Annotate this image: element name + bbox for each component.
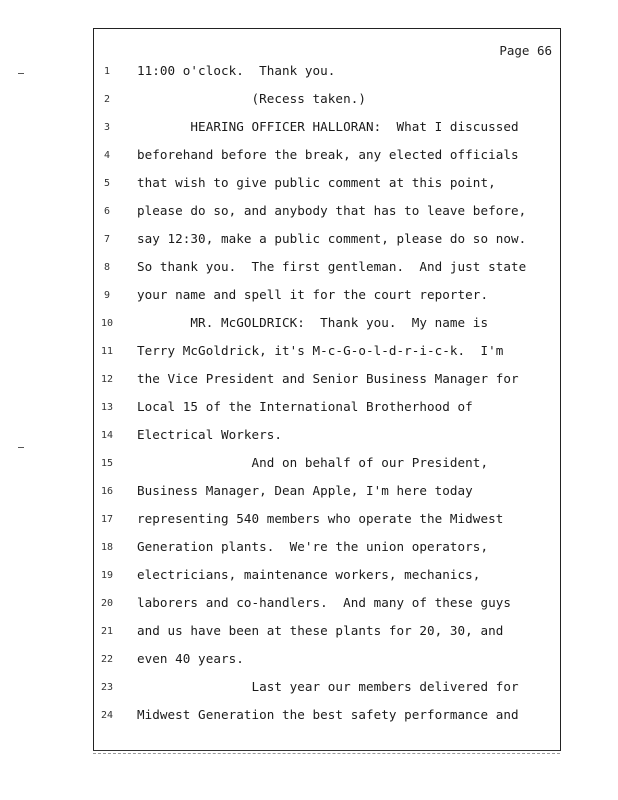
- line-text: your name and spell it for the court reporter.: [137, 287, 489, 302]
- line-number: 14: [100, 430, 114, 441]
- transcript-line: [0, 595, 618, 615]
- line-number: 9: [103, 290, 111, 301]
- line-text: MR. McGOLDRICK: Thank you. My name is: [137, 315, 489, 330]
- transcript-line: [0, 91, 618, 111]
- line-number: 6: [103, 206, 111, 217]
- line-number: 24: [100, 710, 114, 721]
- transcript-line: [0, 511, 618, 531]
- line-number: 15: [100, 458, 114, 469]
- transcript-line: [0, 147, 618, 167]
- transcript-line: [0, 623, 618, 643]
- line-number: 10: [100, 318, 114, 329]
- line-number: 19: [100, 570, 114, 581]
- line-text: (Recess taken.): [137, 91, 366, 106]
- transcript-line: [0, 343, 618, 363]
- transcript-line: [0, 259, 618, 279]
- line-text: representing 540 members who operate the Midwest: [137, 511, 504, 526]
- line-number: 11: [100, 346, 114, 357]
- line-text: the Vice President and Senior Business Manager for: [137, 371, 519, 386]
- line-number: 4: [103, 150, 111, 161]
- line-number: 22: [100, 654, 114, 665]
- line-number: 8: [103, 262, 111, 273]
- transcript-line: [0, 651, 618, 671]
- line-text: Last year our members delivered for: [137, 679, 519, 694]
- line-number: 5: [103, 178, 111, 189]
- transcript-line: [0, 203, 618, 223]
- line-number: 1: [103, 66, 111, 77]
- line-text: even 40 years.: [137, 651, 244, 666]
- line-text: Business Manager, Dean Apple, I'm here today: [137, 483, 473, 498]
- transcript-line: [0, 399, 618, 419]
- transcript-line: [0, 287, 618, 307]
- page-number: Page 66: [499, 43, 552, 58]
- line-text: electricians, maintenance workers, mechanics,: [137, 567, 481, 582]
- transcript-line: [0, 231, 618, 251]
- line-number: 21: [100, 626, 114, 637]
- line-text: Generation plants. We're the union operators,: [137, 539, 489, 554]
- line-text: Local 15 of the International Brotherhood of: [137, 399, 473, 414]
- line-text: Electrical Workers.: [137, 427, 283, 442]
- line-number: 12: [100, 374, 114, 385]
- line-text: and us have been at these plants for 20, 30, and: [137, 623, 504, 638]
- transcript-line: [0, 371, 618, 391]
- line-number: 16: [100, 486, 114, 497]
- line-number: 18: [100, 542, 114, 553]
- line-text: say 12:30, make a public comment, please do so now.: [137, 231, 527, 246]
- transcript-line: [0, 483, 618, 503]
- line-text: please do so, and anybody that has to leave before,: [137, 203, 527, 218]
- transcript-line: [0, 539, 618, 559]
- line-text: HEARING OFFICER HALLORAN: What I discussed: [137, 119, 519, 134]
- line-number: 23: [100, 682, 114, 693]
- line-text: Terry McGoldrick, it's M-c-G-o-l-d-r-i-c-k. I'm: [137, 343, 504, 358]
- line-text: that wish to give public comment at this point,: [137, 175, 496, 190]
- line-number: 3: [103, 122, 111, 133]
- transcript-line: [0, 119, 618, 139]
- page-bottom-rule: [93, 750, 560, 751]
- line-number: 13: [100, 402, 114, 413]
- page-bottom-rule-dashed: [93, 753, 560, 754]
- line-number: 7: [103, 234, 111, 245]
- line-number: 2: [103, 94, 111, 105]
- transcript-line: [0, 679, 618, 699]
- line-text: beforehand before the break, any elected officials: [137, 147, 519, 162]
- transcript-line: [0, 707, 618, 727]
- transcript-line: [0, 315, 618, 335]
- line-text: 11:00 o'clock. Thank you.: [137, 63, 336, 78]
- transcript-line: [0, 567, 618, 587]
- transcript-line: [0, 427, 618, 447]
- line-number: 20: [100, 598, 114, 609]
- transcript-line: [0, 455, 618, 475]
- line-text: Midwest Generation the best safety performance and: [137, 707, 519, 722]
- line-text: And on behalf of our President,: [137, 455, 489, 470]
- transcript-line: [0, 175, 618, 195]
- line-text: laborers and co-handlers. And many of these guys: [137, 595, 511, 610]
- line-number: 17: [100, 514, 114, 525]
- margin-mark: [18, 447, 24, 448]
- line-text: So thank you. The first gentleman. And just state: [137, 259, 527, 274]
- transcript-line: [0, 63, 618, 83]
